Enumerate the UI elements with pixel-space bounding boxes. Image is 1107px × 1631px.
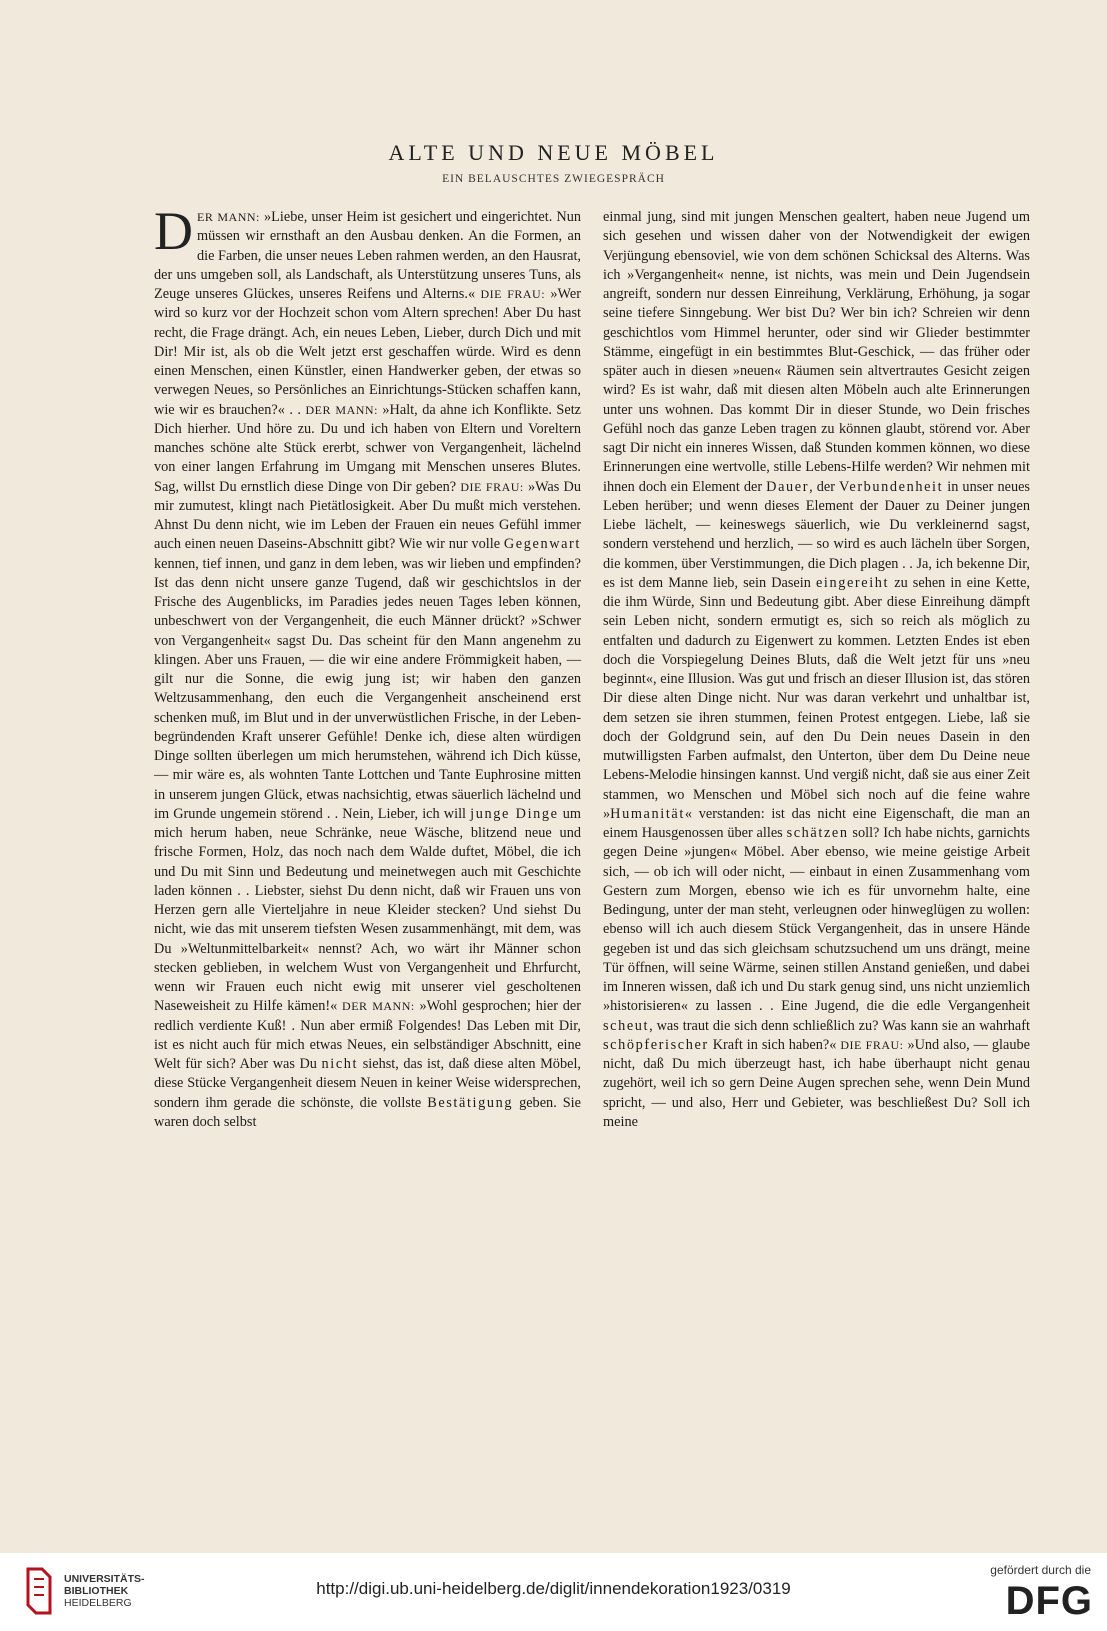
library-name: UNIVERSITÄTS- BIBLIOTHEK HEIDELBERG (64, 1573, 145, 1609)
text-column-left (154, 201, 582, 1132)
text-column-right (603, 208, 1030, 1132)
drop-cap: D (154, 201, 193, 261)
paragraph: DER MANN: »Liebe, unser Heim ist gesichert und eingerichtet. Nun müssen wir ernsthaft an den Ausbau denken. An die Formen, an die Farben, die unser neues Leben rahmen werden, an den Hausrat, der uns umgeben soll, als Landschaft, als Unterstützung unseres Tuns, als Zeuge unseres Glückes, unseres Reifens und Alterns.« DIE FRAU: »Wer wird so kurz vor der Hochzeit schon vom Altern sprechen! Aber Du hast recht, die Frage drängt. Ach, ein neues Leben, Lieber, durch Dich und mit Dir! Mir ist, als ob die Welt jetzt erst geschaffen würde. Wird es denn einen Menschen, einen Künstler, einen Handwerker geben, der etwas so verwegen Neues, so Persönliches an Einrichtungs-Stücken schaffen kann, wie wir es brauchen?« . . DER MANN: »Halt, da ahne ich Konflikte. Setz Dich hierher. Und höre zu. Du und ich haben von Eltern und Voreltern manches schöne alte Stück ererbt, schwer von Vergangenheit, lächelnd von einer langen Erfahrung im Umgang mit Menschen unseres Blutes. Sag, willst Du ernstlich diese Dinge von Dir geben? DIE FRAU: »Was Du mir zumutest, klingt nach Pietätlosigkeit. Aber Du mußt mich verstehen. Ahnst Du denn nicht, wie im Leben der Frauen ein neues Gefühl immer auch einen neuen Daseins-Abschnitt gibt? Wie wir nur volle Gegenwart kennen, tief innen, und ganz in dem leben, was wir lieben und empfinden? Ist das denn nicht unsere ganze Tugend, daß wir geschichtslos in der Frische des Augenblicks, im Paradies jedes neuen Tages leben können, unbeschwert von der Vergangenheit, die euch Männer drückt? »Schwer von Vergangenheit« sagst Du. Das scheint für den Mann angenehm zu klingen. Aber uns Frauen, — die wir eine andere Frömmigkeit haben, — gilt nur die Sonne, die ewig jung ist; wir haben den ganzen Weltzusammenhang, den euch die Vergangenheit anscheinend erst schenken muß, im Blut und in der unverwüstlichen Frische, in der Leben-begründenden Kraft unserer Gefühle! Denke ich, diese alten würdigen Dinge sollten überlegen um mich herumstehen, während ich Dich küsse, — mir wäre es, als wohnten Tante Lottchen und Tante Euphrosine mitten in unserem jungen Glück, etwas nachsichtig, etwas säuerlich lächelnd und im Grunde ungemein störend . . Nein, Lieber, ich will junge Dinge um mich herum haben, neue Schränke, neue Wäsche, blitzend neue und frische Formen, Holz, das noch nach dem Walde duftet, Möbel, die ich und Du mit Sinn und Bedeutung und meinetwegen auch mit Geschichte laden können . . Liebster, siehst Du denn nicht, daß wir Frauen uns von Herzen gern alle Vierteljahre in neue Kleider stecken? Und siehst Du nicht, wie das mit unserem tiefsten Wesen zusammenhängt, mit dem, was Du »Weltunmittelbarkeit« nennst? Ach, wo wärt ihr Männer schon stecken geblieben, in welchem Wust von Vergangenheit und Ehrfurcht, wenn wir Frauen euch nicht ewig mit unserer viel gescholtenen Naseweisheit zu Hilfe kämen!« DER MANN: »Wohl gesprochen; hier der redlich verdiente Kuß! . Nun aber ermiß Folgendes! Das Leben mit Dir, ist es nicht auch für mich etwas Neues, ein selbständiger Abschnitt, eine Welt für sich? Aber was Du nicht siehst, das ist, daß diese alten Möbel, diese Stücke Vergangenheit diesem Neuen in keiner Weise widersprechen, sondern ihm gerade die schönste, die vollste Bestätigung geben. Sie waren doch selbst (154, 201, 582, 1130)
paragraph: einmal jung, sind mit jungen Menschen gealtert, haben neue Jugend um sich gesehen und wissen daher von der Notwendigkeit der ewigen Verjüngung ebensoviel, wie von dem schönen Schicksal des Alterns. Was ich »Vergangenheit« nenne, ist nichts, was mein und Dein Jugendsein angreift, sondern nur dessen Einreihung, Verklärung, Erhöhung, ja sogar seine tiefere Sinngebung. Wer bist Du? Wer bin ich? Schreien wir denn geschichtlos vom Himmel herunter, oder sind wir Glieder bestimmter Stämme, eingefügt in ein bestimmtes Blut-Geschick, — das früher oder später auch in diesen »neuen« Räumen sein altvertrautes Gesicht zeigen wird? Es ist wahr, daß mit diesen alten Möbeln auch alte Erinnerungen unter uns wohnen. Das kommt Dir in dieser Stunde, wo Dein frisches Gefühl noch das ganze Leben tragen zu können glaubt, störend vor. Aber sagt Dir nicht ein inneres Wissen, daß Stunden kommen können, wo diese Erinnerungen eine wertvolle, stille Lebens-Hilfe werden? Wir nehmen mit ihnen doch ein Element der Dauer, der Verbundenheit in unser neues Leben herüber; und wenn dieses Element der Dauer zu Deiner jungen Liebe lächelt, — keineswegs säuerlich, wie Du verkleinernd sagst, sondern verstehend und herzlich, — so wird es auch lächeln über Sorgen, die kommen, über Verstimmungen, die Dich plagen . . Ja, ich bekenne Dir, es ist dem Manne lieb, sein Dasein eingereiht zu sehen in eine Kette, die ihm Würde, Sinn und Bedeutung gibt. Aber diese Einreihung dämpft sein Leben nicht, sondern ermutigt es, sich so reich als möglich zu entfalten und dadurch zu Eigenwert zu kommen. Letzten Endes ist eben doch die Vorspiegelung Deines Bluts, daß die Welt jetzt für uns »neu beginnt«, eine Illusion. Was gut und frisch an dieser Illusion ist, das stören Dir diese alten Dinge nicht. Nur was daran verkehrt und unhaltbar ist, dem setzen sie ihren stummen, feinen Protest entgegen. Liebe, laß sie doch der Goldgrund sein, auf den Du Dein neues Dasein in den mutwilligsten Farben aufmalst, den Unterton, über dem Du Deine neue Lebens-Melodie hinsingen kannst. Und vergiß nicht, daß sie aus einer Zeit stammen, wo Menschen und Möbel sich noch auf die feine wahre »Humanität« verstanden: ist das nicht eine Eigenschaft, die man an einem Hausgenossen über alles schätzen soll? Ich habe nichts, garnichts gegen Deine »jungen« Möbel. Aber ebenso, wie meine geistige Arbeit sich, — ob ich will oder nicht, — einbaut in einen Zusammenhang vom Gestern zum Morgen, ebenso wie ich es für unvornehm halte, eine Bedingung, unter der man steht, verleugnen oder hinweglügen zu wollen: ebenso will ich auch diesem Stück Vergangenheit, das in unsere Hände gegeben ist und das sich gleichsam schutzsuchend um uns drängt, meine Tür öffnen, will seine Wärme, seinen stillen Anstand genießen, und dabei im Inneren wissen, daß ich und Du stark genug sind, uns nicht unziemlich »historisieren« zu lassen . . Eine Jugend, die die edle Vergangenheit scheut, was traut die sich denn schließlich zu? Was kann sie an wahrhaft schöpferischer Kraft in sich haben?« DIE FRAU: »Und also, — glaube nicht, daß Du mich überzeugt hast, ich habe überhaupt nicht genau zugehört, weil ich so gern Deine Augen sprechen sehe, wenn Dein Mund spricht, — und also, Herr und Gebieter, was beschließest Du? Soll ich meine (603, 209, 1031, 1130)
speaker-label: ER MANN: (197, 210, 260, 224)
dfg-logo: DFG (1005, 1579, 1093, 1623)
article-title: ALTE UND NEUE MÖBEL (388, 140, 719, 165)
sponsor-note: gefördert durch die (990, 1563, 1091, 1577)
source-url-link[interactable]: http://digi.ub.uni-heidelberg.de/diglit/innendekoration1923/0319 (316, 1579, 791, 1598)
article-subtitle: EIN BELAUSCHTES ZWIEGESPRÄCH (442, 173, 665, 185)
speaker-label: DIE FRAU: (460, 479, 524, 494)
speaker-label: DER MANN: (342, 999, 415, 1014)
speaker-label: DIE FRAU: (840, 1037, 904, 1052)
speaker-label: DIE FRAU: (480, 287, 546, 301)
speaker-label: DER MANN: (305, 402, 378, 417)
digitization-footer (0, 1553, 1107, 1631)
